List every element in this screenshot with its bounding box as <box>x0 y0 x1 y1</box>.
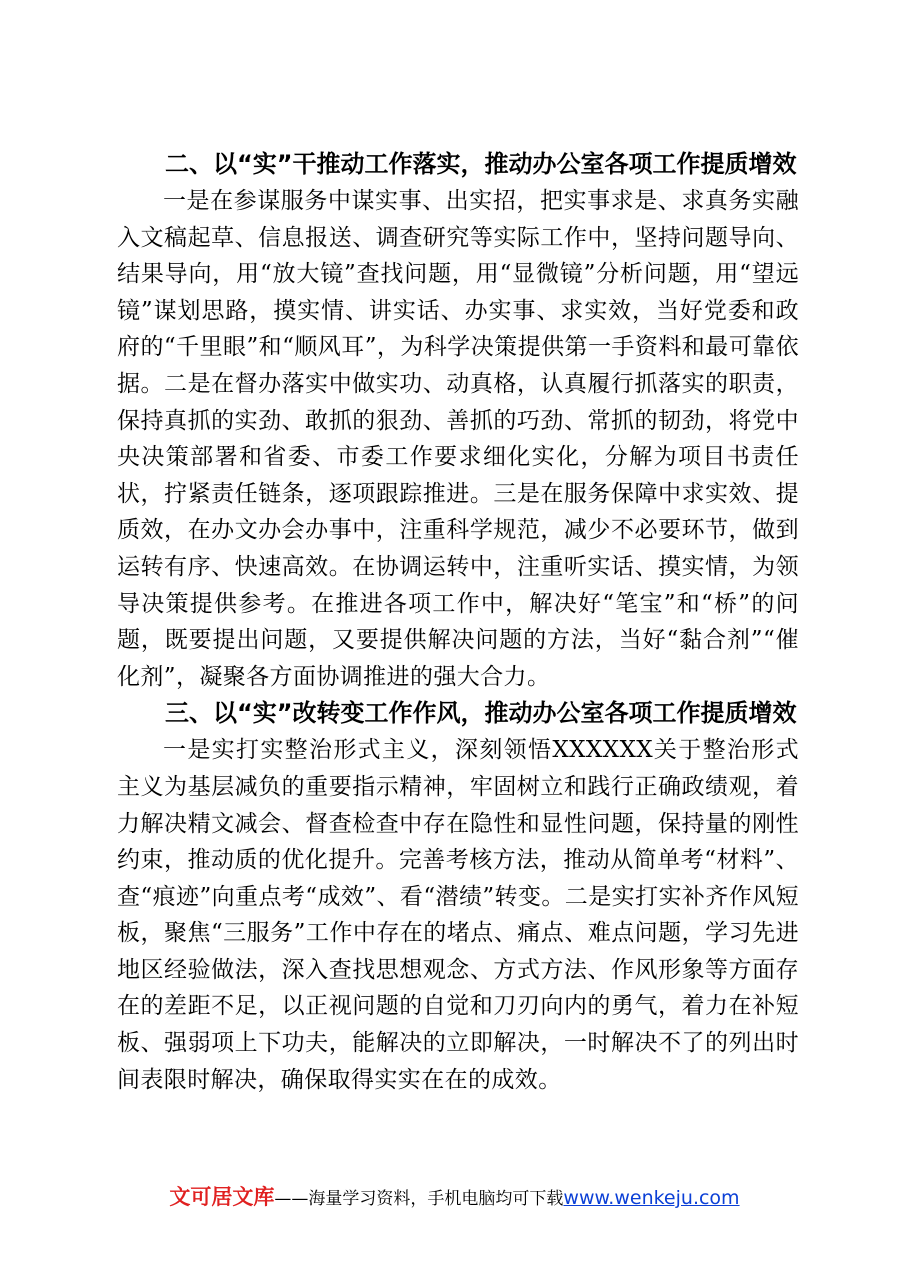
section-2-paragraph: 一是在参谋服务中谋实事、出实招，把实事求是、求真务实融入文稿起草、信息报送、调查研究等实际工作中，坚持问题导向、结果导向，用“放大镜”查找问题，用“显微镜”分析问题，用“望远镜”谋划思路，摸实情、讲实话、办实事、求实效，当好党委和政府的“千里眼”和“顺风耳”，为科学决策提供第一手资料和最可靠依据。二是在督办落实中做实功、动真格，认真履行抓落实的职责，保持真抓的实劲、敢抓的狠劲、善抓的巧劲、常抓的韧劲，将党中央决策部署和省委、市委工作要求细化实化，分解为项目书责任状，拧紧责任链条，逐项跟踪推进。三是在服务保障中求实效、提质效，在办文办会办事中，注重科学规范，减少不必要环节，做到运转有序、快速高效。在协调运转中，注重听实话、摸实情，为领导决策提供参考。在推进各项工作中，解决好“笔宝”和“桥”的问题，既要提出问题，又要提供解决问题的方法，当好“黏合剂”“催化剂”，凝聚各方面协调推进的强大合力。 <box>117 188 799 690</box>
footer-link[interactable]: www.wenkeju.com <box>563 1187 740 1209</box>
section-3-paragraph: 一是实打实整治形式主义，深刻领悟XXXXXX关于整治形式主义为基层减负的重要指示精神，牢固树立和践行正确政绩观，着力解决精文减会、督查检查中存在隐性和显性问题，保持量的刚性约束，推动质的优化提升。完善考核方法，推动从简单考“材料”、查“痕迹”向重点考“成效”、看“潜绩”转变。二是实打实补齐作风短板，聚焦“三服务”工作中存在的堵点、痛点、难点问题，学习先进地区经验做法，深入查找思想观念、方式方法、作风形象等方面存在的差距不足，以正视问题的自觉和刀刃向内的勇气，着力在补短板、强弱项上下功夫，能解决的立即解决，一时解决不了的列出时间表限时解决，确保取得实实在在的成效。 <box>117 737 799 1093</box>
document-body <box>117 146 799 1098</box>
footer-brand: 文可居文库 <box>169 1185 275 1209</box>
footer-tagline: ——海量学习资料，手机电脑均可下载 <box>274 1189 564 1209</box>
footer-banner <box>0 1181 909 1211</box>
section-2-heading: 二、以“实”干推动工作落实，推动办公室各项工作提质增效 <box>165 150 797 178</box>
section-3-heading: 三、以“实”改转变工作作风，推动办公室各项工作提质增效 <box>165 699 797 728</box>
